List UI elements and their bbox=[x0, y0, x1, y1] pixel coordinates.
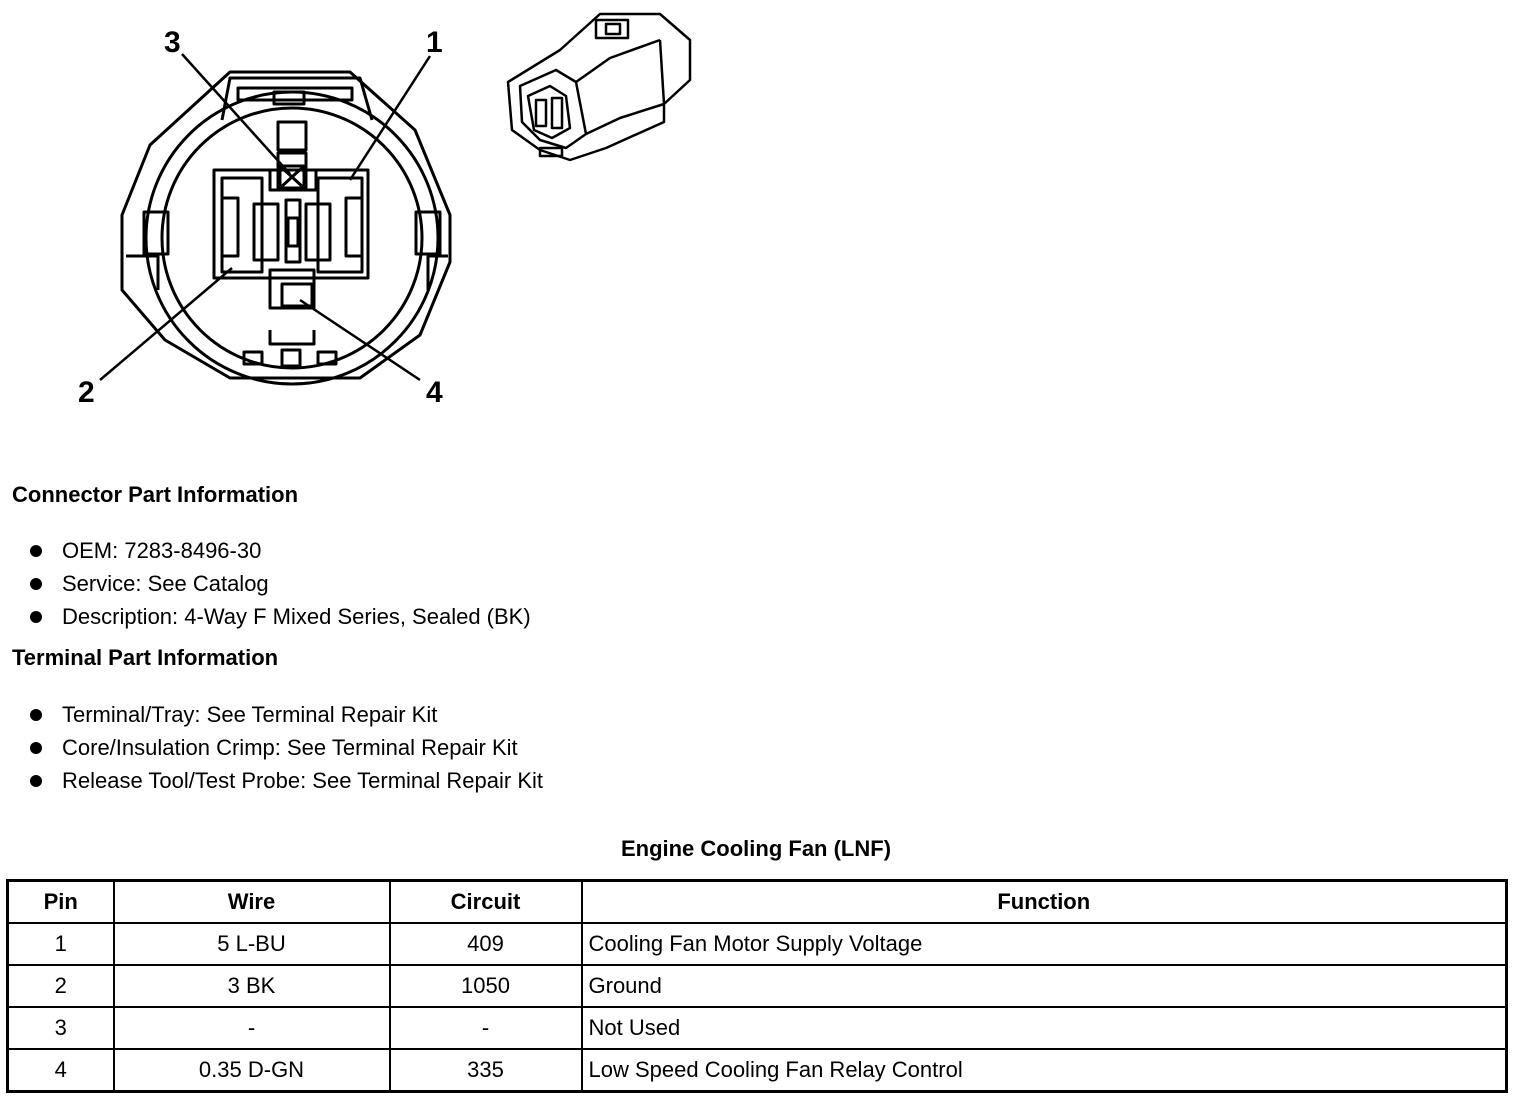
cell-circuit: - bbox=[390, 1007, 582, 1049]
connector-info-list bbox=[30, 534, 531, 633]
pin-2-terminal bbox=[254, 204, 278, 260]
cell-circuit: 1050 bbox=[390, 965, 582, 1007]
connector-diagram bbox=[0, 0, 720, 420]
table-header-row bbox=[8, 881, 1507, 924]
terminal-info-heading: Terminal Part Information bbox=[12, 645, 279, 670]
cell-circuit: 335 bbox=[390, 1049, 582, 1092]
terminal-info-list bbox=[30, 698, 543, 797]
table-row bbox=[8, 1049, 1507, 1092]
cell-wire: 5 L-BU bbox=[114, 923, 390, 965]
cell-wire: 0.35 D-GN bbox=[114, 1049, 390, 1092]
pin-callout-1: 1 bbox=[426, 26, 443, 59]
cell-pin: 1 bbox=[8, 923, 114, 965]
cell-wire: 3 BK bbox=[114, 965, 390, 1007]
header-function: Function bbox=[582, 881, 1507, 924]
list-item: Description: 4-Way F Mixed Series, Sealed (BK) bbox=[30, 600, 531, 633]
table-title: Engine Cooling Fan (LNF) bbox=[620, 836, 892, 861]
table-row bbox=[8, 923, 1507, 965]
cell-pin: 4 bbox=[8, 1049, 114, 1092]
pin-4-cavity bbox=[282, 284, 312, 306]
connector-iso-view bbox=[508, 14, 690, 160]
pin-callout-2: 2 bbox=[78, 376, 95, 409]
list-item: Terminal/Tray: See Terminal Repair Kit bbox=[30, 698, 543, 731]
cell-pin: 2 bbox=[8, 965, 114, 1007]
list-item: Core/Insulation Crimp: See Terminal Repair Kit bbox=[30, 731, 543, 764]
cell-function: Not Used bbox=[582, 1007, 1507, 1049]
connector-info-heading: Connector Part Information bbox=[12, 482, 299, 507]
cell-circuit: 409 bbox=[390, 923, 582, 965]
cell-function: Cooling Fan Motor Supply Voltage bbox=[582, 923, 1507, 965]
pin-callout-4: 4 bbox=[426, 376, 443, 409]
cell-function: Ground bbox=[582, 965, 1507, 1007]
cell-function: Low Speed Cooling Fan Relay Control bbox=[582, 1049, 1507, 1092]
header-wire: Wire bbox=[114, 881, 390, 924]
list-item: OEM: 7283-8496-30 bbox=[30, 534, 531, 567]
list-item: Release Tool/Test Probe: See Terminal Repair Kit bbox=[30, 764, 543, 797]
cell-pin: 3 bbox=[8, 1007, 114, 1049]
list-item: Service: See Catalog bbox=[30, 567, 531, 600]
leader-line-2 bbox=[100, 268, 232, 380]
cell-wire: - bbox=[114, 1007, 390, 1049]
header-pin: Pin bbox=[8, 881, 114, 924]
pin-callout-3: 3 bbox=[164, 26, 181, 59]
header-circuit: Circuit bbox=[390, 881, 582, 924]
table-row bbox=[8, 965, 1507, 1007]
connector-ring-inner bbox=[162, 108, 422, 368]
pin-table bbox=[6, 879, 1508, 1093]
table-row bbox=[8, 1007, 1507, 1049]
connector-ring-outer bbox=[146, 92, 438, 384]
